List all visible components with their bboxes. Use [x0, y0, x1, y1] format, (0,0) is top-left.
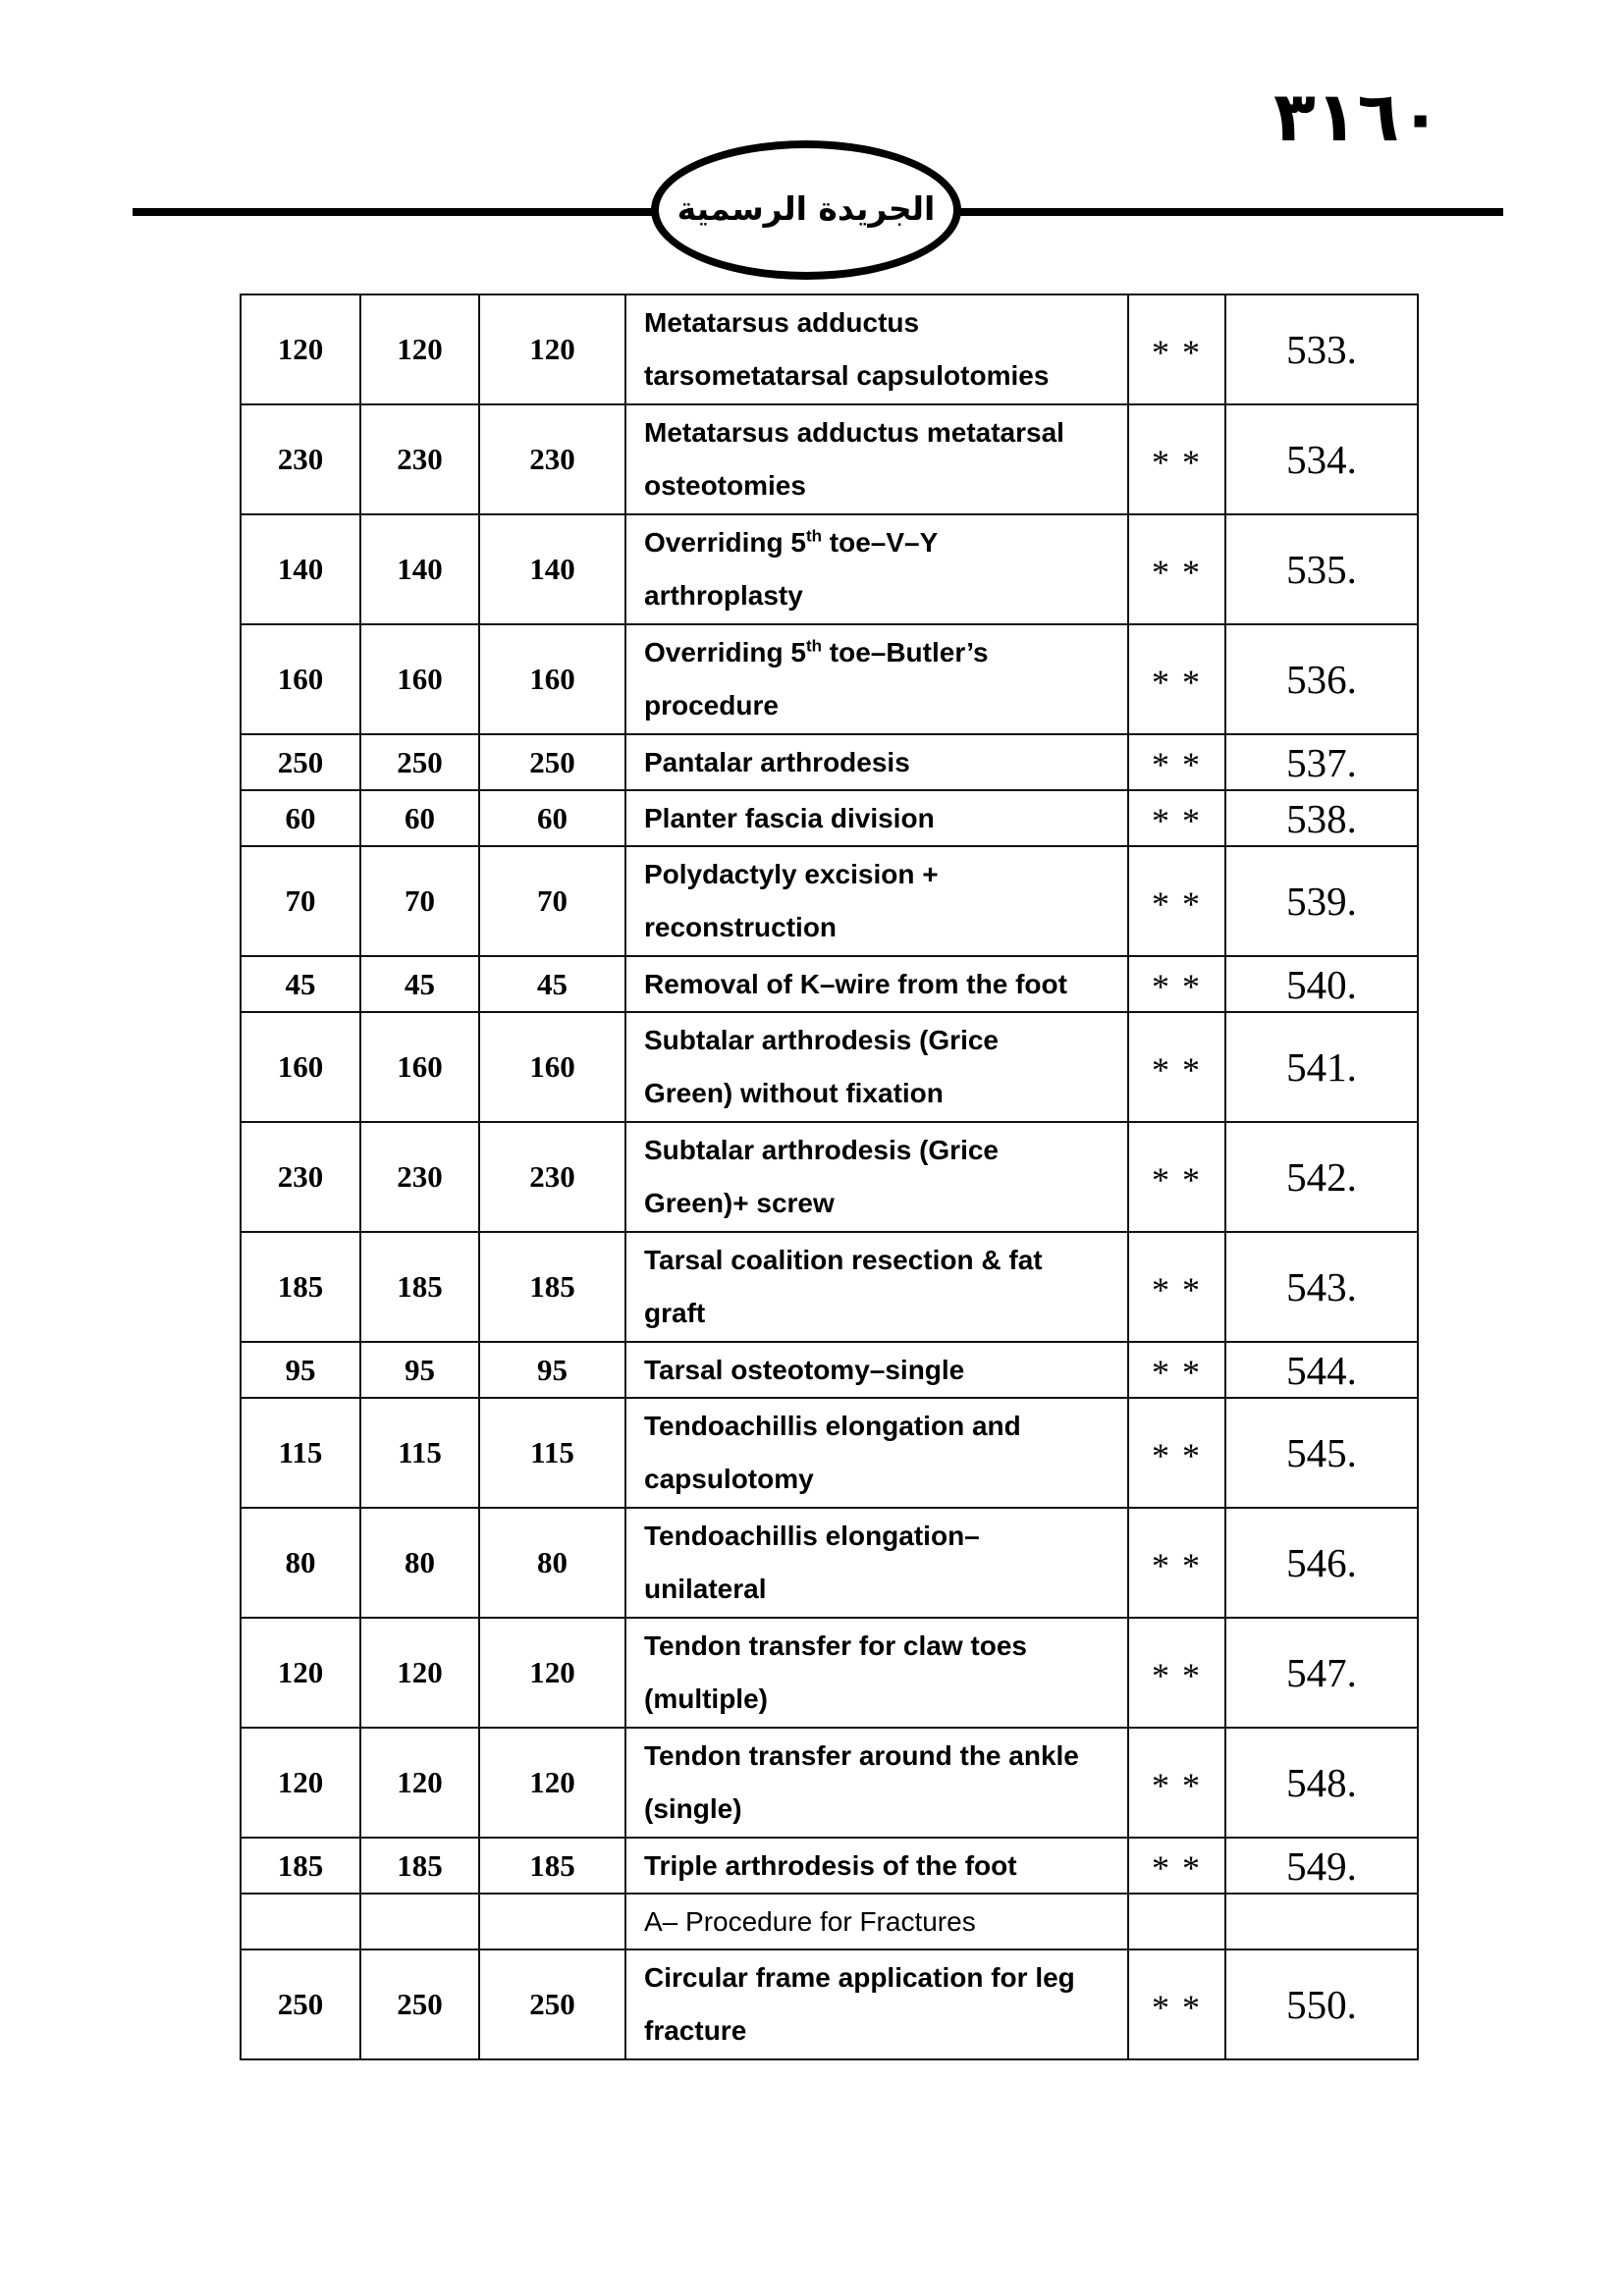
fee-cell: 160 — [479, 1012, 625, 1122]
gazette-oval — [651, 140, 961, 280]
fee-cell: 115 — [360, 1398, 479, 1508]
table-row — [241, 1838, 1418, 1894]
fee-cell: 160 — [241, 1012, 360, 1122]
table-row — [241, 1342, 1418, 1398]
stars-cell: * * — [1128, 1838, 1225, 1894]
item-number-cell: 537. — [1225, 734, 1418, 790]
fee-cell: 160 — [360, 1012, 479, 1122]
fee-cell: 115 — [241, 1398, 360, 1508]
item-number-cell — [1225, 1894, 1418, 1949]
fee-cell: 120 — [241, 1618, 360, 1728]
table-row — [241, 846, 1418, 956]
procedure-text: Metatarsus adductus metatarsal — [644, 417, 1064, 448]
fee-cell: 140 — [479, 514, 625, 624]
table-row — [241, 624, 1418, 734]
table-row — [241, 1012, 1418, 1122]
procedure-cell — [625, 1398, 1128, 1508]
stars-cell: * * — [1128, 956, 1225, 1012]
procedure-cell — [625, 1618, 1128, 1728]
procedure-cell — [625, 1232, 1128, 1342]
fee-cell: 185 — [360, 1838, 479, 1894]
procedure-text: th — [805, 526, 822, 546]
table-row — [241, 294, 1418, 404]
fee-cell: 60 — [479, 790, 625, 846]
stars-cell: * * — [1128, 846, 1225, 956]
fee-cell: 95 — [479, 1342, 625, 1398]
procedure-text: th — [805, 636, 822, 656]
procedure-text: Tendoachillis elongation– — [644, 1521, 980, 1551]
fee-cell: 250 — [241, 1949, 360, 2059]
procedure-cell — [625, 294, 1128, 404]
item-number-cell: 547. — [1225, 1618, 1418, 1728]
table-row — [241, 1894, 1418, 1949]
table-row — [241, 1618, 1418, 1728]
table-row — [241, 514, 1418, 624]
procedure-text: Triple arthrodesis of the foot — [644, 1849, 1017, 1881]
procedure-text: Overriding 5 — [644, 637, 806, 667]
page-number: ٣١٦٠ — [1273, 77, 1441, 157]
item-number-cell: 541. — [1225, 1012, 1418, 1122]
table-row — [241, 1949, 1418, 2059]
procedure-text: toe–V–Y — [821, 527, 939, 558]
table-row — [241, 1508, 1418, 1618]
fee-cell: 160 — [360, 624, 479, 734]
fee-cell: 120 — [241, 294, 360, 404]
fee-cell: 70 — [241, 846, 360, 956]
table-row — [241, 1232, 1418, 1342]
procedure-text: Tendoachillis elongation and — [644, 1411, 1021, 1441]
fee-cell: 80 — [479, 1508, 625, 1618]
fee-cell: 230 — [479, 404, 625, 514]
fee-cell: 230 — [360, 1122, 479, 1232]
procedure-cell — [625, 1838, 1128, 1894]
procedure-text: procedure — [644, 690, 779, 721]
item-number-cell: 545. — [1225, 1398, 1418, 1508]
procedure-cell — [625, 734, 1128, 790]
fee-cell: 160 — [241, 624, 360, 734]
procedure-text: capsulotomy — [644, 1464, 814, 1494]
fee-cell: 45 — [479, 956, 625, 1012]
fees-table-body — [241, 294, 1418, 2059]
procedure-text: (multiple) — [644, 1683, 768, 1714]
stars-cell: * * — [1128, 1618, 1225, 1728]
item-number-cell: 549. — [1225, 1838, 1418, 1894]
table-row — [241, 790, 1418, 846]
procedure-text: tarsometatarsal capsulotomies — [644, 360, 1050, 391]
procedure-cell — [625, 1342, 1128, 1398]
procedure-text: Green)+ screw — [644, 1188, 835, 1218]
stars-cell: * * — [1128, 1342, 1225, 1398]
item-number-cell: 546. — [1225, 1508, 1418, 1618]
fee-cell: 120 — [241, 1728, 360, 1838]
item-number-cell: 543. — [1225, 1232, 1418, 1342]
fee-cell: 60 — [241, 790, 360, 846]
procedure-text: Overriding 5 — [644, 527, 806, 558]
fees-table — [240, 294, 1419, 2060]
gazette-title: الجريدة الرسمية — [677, 188, 936, 228]
stars-cell: * * — [1128, 1232, 1225, 1342]
procedure-cell — [625, 956, 1128, 1012]
fee-cell: 120 — [479, 294, 625, 404]
fee-cell: 80 — [241, 1508, 360, 1618]
procedure-text: A– Procedure for Fractures — [644, 1905, 976, 1937]
stars-cell: * * — [1128, 514, 1225, 624]
fee-cell: 140 — [241, 514, 360, 624]
procedure-text: Subtalar arthrodesis (Grice — [644, 1135, 1000, 1165]
stars-cell: * * — [1128, 1398, 1225, 1508]
item-number-cell: 542. — [1225, 1122, 1418, 1232]
procedure-text: Tarsal coalition resection & fat — [644, 1245, 1043, 1275]
table-row — [241, 956, 1418, 1012]
procedure-cell — [625, 790, 1128, 846]
item-number-cell: 539. — [1225, 846, 1418, 956]
procedure-text: osteotomies — [644, 470, 806, 501]
fee-cell: 250 — [241, 734, 360, 790]
fee-cell: 80 — [360, 1508, 479, 1618]
table-row — [241, 1122, 1418, 1232]
stars-cell: * * — [1128, 1728, 1225, 1838]
stars-cell: * * — [1128, 294, 1225, 404]
fee-cell: 140 — [360, 514, 479, 624]
procedure-cell — [625, 1012, 1128, 1122]
stars-cell: * * — [1128, 624, 1225, 734]
fee-cell: 185 — [241, 1838, 360, 1894]
procedure-cell — [625, 624, 1128, 734]
procedure-text: toe–Butler’s — [821, 637, 989, 667]
procedure-text: Tendon transfer around the ankle — [644, 1740, 1079, 1771]
procedure-cell — [625, 846, 1128, 956]
procedure-text: Green) without fixation — [644, 1078, 944, 1108]
procedure-cell — [625, 1894, 1128, 1949]
fee-cell: 45 — [360, 956, 479, 1012]
procedure-text: Tendon transfer for claw toes — [644, 1630, 1027, 1661]
procedure-text: Polydactyly excision + — [644, 859, 939, 889]
stars-cell: * * — [1128, 1508, 1225, 1618]
procedure-text: fracture — [644, 2015, 747, 2046]
fee-cell: 250 — [360, 734, 479, 790]
fee-cell: 115 — [479, 1398, 625, 1508]
item-number-cell: 538. — [1225, 790, 1418, 846]
procedure-cell — [625, 1508, 1128, 1618]
procedure-cell — [625, 1122, 1128, 1232]
procedure-text: arthroplasty — [644, 580, 803, 611]
item-number-cell: 535. — [1225, 514, 1418, 624]
fee-cell: 185 — [360, 1232, 479, 1342]
fee-cell: 230 — [241, 1122, 360, 1232]
procedure-text: Circular frame application for leg — [644, 1962, 1075, 1993]
procedure-text: Removal of K–wire from the foot — [644, 968, 1067, 999]
item-number-cell: 548. — [1225, 1728, 1418, 1838]
fee-cell: 95 — [360, 1342, 479, 1398]
fee-cell: 120 — [360, 294, 479, 404]
fee-cell: 230 — [360, 404, 479, 514]
procedure-text: Tarsal osteotomy–single — [644, 1354, 965, 1385]
fee-cell: 250 — [479, 734, 625, 790]
table-row — [241, 404, 1418, 514]
procedure-cell — [625, 514, 1128, 624]
procedure-text: Planter fascia division — [644, 802, 935, 833]
fee-cell: 120 — [360, 1618, 479, 1728]
stars-cell — [1128, 1894, 1225, 1949]
fee-cell: 230 — [241, 404, 360, 514]
fee-cell: 160 — [479, 624, 625, 734]
item-number-cell: 550. — [1225, 1949, 1418, 2059]
procedure-text: unilateral — [644, 1574, 767, 1604]
stars-cell: * * — [1128, 734, 1225, 790]
stars-cell: * * — [1128, 1122, 1225, 1232]
fee-cell — [360, 1894, 479, 1949]
stars-cell: * * — [1128, 790, 1225, 846]
fee-cell: 120 — [479, 1728, 625, 1838]
procedure-text: Pantalar arthrodesis — [644, 746, 910, 777]
fee-cell: 70 — [360, 846, 479, 956]
item-number-cell: 534. — [1225, 404, 1418, 514]
fee-cell: 230 — [479, 1122, 625, 1232]
procedure-cell — [625, 404, 1128, 514]
item-number-cell: 536. — [1225, 624, 1418, 734]
fee-cell — [479, 1894, 625, 1949]
item-number-cell: 533. — [1225, 294, 1418, 404]
fee-cell: 250 — [479, 1949, 625, 2059]
fee-cell — [241, 1894, 360, 1949]
fee-cell: 120 — [360, 1728, 479, 1838]
item-number-cell: 540. — [1225, 956, 1418, 1012]
procedure-text: (single) — [644, 1793, 742, 1824]
fee-cell: 185 — [479, 1838, 625, 1894]
procedure-text: Metatarsus adductus — [644, 307, 920, 338]
table-row — [241, 734, 1418, 790]
procedure-text: Subtalar arthrodesis (Grice — [644, 1025, 1000, 1055]
fee-cell: 60 — [360, 790, 479, 846]
stars-cell: * * — [1128, 1949, 1225, 2059]
fee-cell: 250 — [360, 1949, 479, 2059]
procedure-cell — [625, 1728, 1128, 1838]
procedure-text: graft — [644, 1298, 706, 1328]
fee-cell: 95 — [241, 1342, 360, 1398]
fee-cell: 185 — [479, 1232, 625, 1342]
fee-cell: 70 — [479, 846, 625, 956]
fee-cell: 120 — [479, 1618, 625, 1728]
table-row — [241, 1728, 1418, 1838]
procedure-text: reconstruction — [644, 912, 838, 942]
table-row — [241, 1398, 1418, 1508]
stars-cell: * * — [1128, 1012, 1225, 1122]
fee-cell: 185 — [241, 1232, 360, 1342]
fee-cell: 45 — [241, 956, 360, 1012]
procedure-cell — [625, 1949, 1128, 2059]
stars-cell: * * — [1128, 404, 1225, 514]
item-number-cell: 544. — [1225, 1342, 1418, 1398]
